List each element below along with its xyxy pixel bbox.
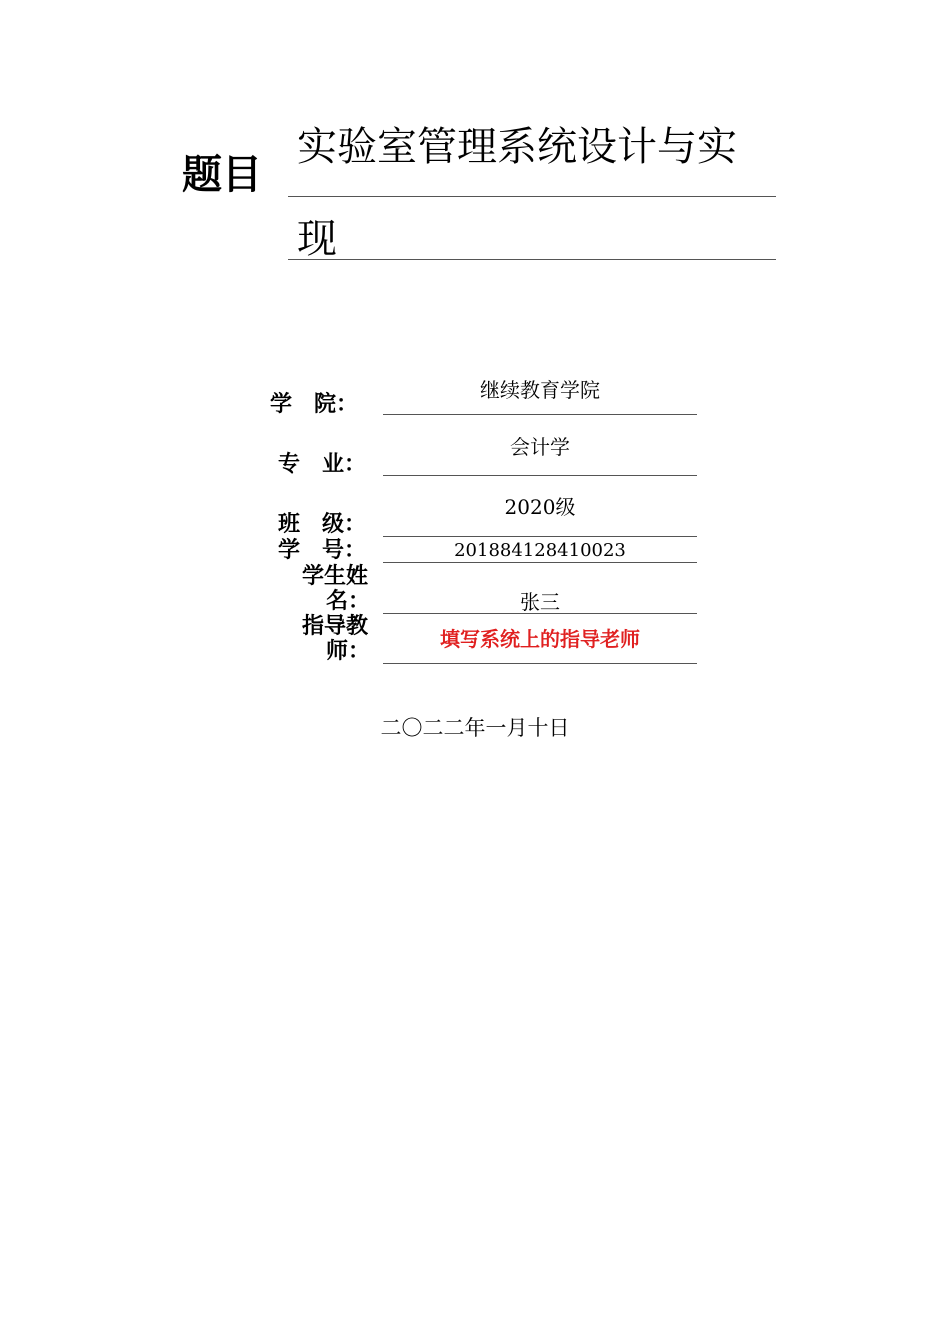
- title-underline-2: [288, 259, 776, 260]
- college-label: 学 院：: [270, 392, 359, 417]
- title-text-line2: 现: [297, 216, 337, 262]
- student-name-value: 张三: [520, 590, 560, 614]
- major-label: 专 业：: [278, 452, 367, 477]
- grade-label: 班 级：: [278, 512, 367, 537]
- student-id-underline: [383, 562, 697, 563]
- major-value: 会计学: [510, 435, 570, 459]
- title-underline-1: [288, 196, 776, 197]
- student-id-value: 201884128410023: [454, 540, 626, 561]
- major-underline: [383, 475, 697, 476]
- student-id-label: 学 号：: [278, 538, 367, 563]
- grade-underline: [383, 536, 697, 537]
- student-name-underline: [383, 613, 697, 614]
- advisor-underline: [383, 663, 697, 664]
- advisor-label-line1: 指导教: [302, 614, 369, 639]
- grade-value: 2020级: [504, 495, 576, 519]
- advisor-label-line2: 师：: [326, 639, 371, 664]
- cover-date: [0, 714, 950, 742]
- student-name-label-line2: 名：: [326, 589, 371, 614]
- title-text-line1: 实验室管理系统设计与实: [297, 124, 737, 170]
- student-name-label-line1: 学生姓: [302, 564, 369, 589]
- college-value: 继续教育学院: [480, 378, 600, 402]
- college-underline: [383, 414, 697, 415]
- advisor-value: 填写系统上的指导老师: [440, 627, 640, 651]
- title-label: 题目: [182, 152, 262, 198]
- cover-date-text: 二〇二二年一月十日: [380, 716, 570, 740]
